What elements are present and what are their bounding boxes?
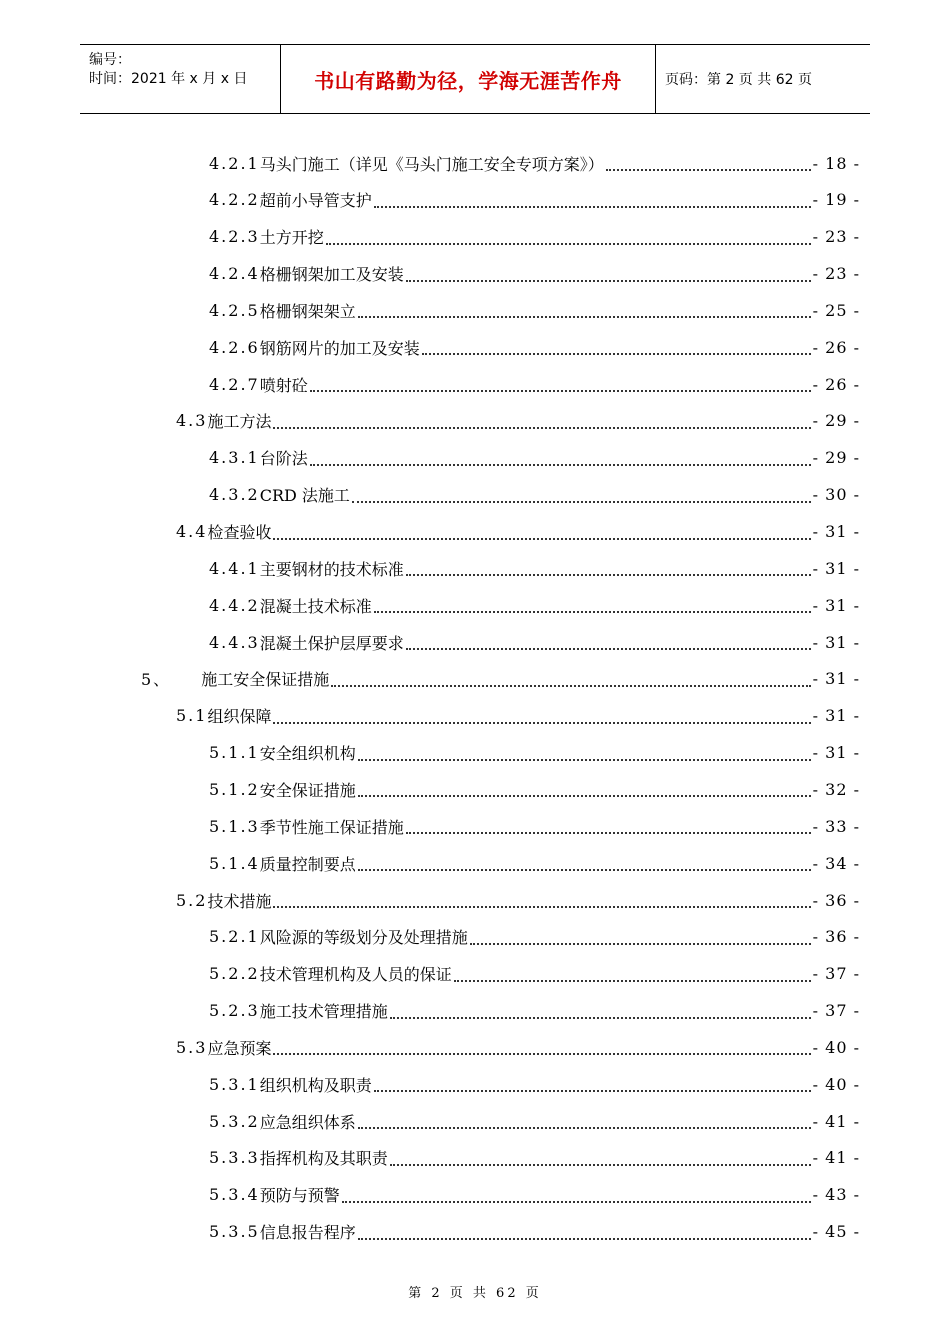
toc-entry-title: CRD 法施工	[259, 486, 350, 506]
header-number-label: 编号：	[89, 52, 131, 68]
toc-dot-leader	[406, 574, 811, 576]
toc-entry-page: - 31 -	[812, 558, 860, 578]
toc-entry-number: 4.2.7	[209, 374, 260, 394]
toc-entry-number: 4.3	[176, 411, 208, 431]
toc-entry-page: - 30 -	[812, 485, 860, 505]
toc-entry-page: - 29 -	[812, 411, 860, 431]
toc-entry[interactable]	[209, 219, 860, 255]
toc-entry[interactable]	[209, 440, 860, 476]
toc-entry-title: 安全组织机构	[259, 744, 356, 764]
toc-dot-leader	[374, 206, 811, 208]
toc-dot-leader	[470, 943, 811, 945]
toc-entry-page: - 31 -	[812, 522, 860, 541]
toc-entry-page: - 18 -	[812, 153, 860, 173]
toc-entry-page: - 37 -	[812, 964, 860, 984]
toc-dot-leader	[331, 685, 810, 687]
toc-entry-title: 施工技术管理措施	[259, 1002, 388, 1022]
toc-entry[interactable]	[209, 550, 860, 586]
toc-entry-title: 格栅钢架架立	[259, 301, 356, 321]
toc-entry-number: 5.3.5	[209, 1222, 260, 1242]
toc-entry-page: - 31 -	[812, 669, 860, 689]
toc-entry[interactable]	[209, 993, 860, 1029]
toc-entry-title: 施工安全保证措施	[201, 670, 330, 690]
toc-entry-number: 4.2.1	[209, 153, 260, 173]
toc-entry-title: 安全保证措施	[259, 780, 356, 800]
toc-entry-title: 风险源的等级划分及处理措施	[259, 928, 468, 948]
header-page-info: 页码：第 2 页 共 62 页	[665, 72, 812, 88]
toc-entry-page: - 31 -	[812, 595, 860, 615]
toc-entry-title: 格栅钢架加工及安装	[259, 265, 404, 285]
toc-entry-number: 5.3	[176, 1037, 208, 1057]
toc-dot-leader	[374, 611, 811, 613]
toc-entry-number: 5.2.2	[209, 964, 260, 984]
toc-dot-leader	[273, 427, 810, 429]
toc-entry[interactable]	[209, 477, 860, 513]
toc-entry-number: 5.1.1	[209, 743, 260, 763]
toc-entry[interactable]	[209, 292, 860, 328]
toc-entry-number: 5.3.1	[209, 1074, 260, 1094]
toc-dot-leader	[310, 390, 811, 392]
toc-entry-page: - 32 -	[812, 779, 860, 799]
toc-entry-number: 5、	[141, 670, 172, 690]
toc-entry[interactable]	[209, 771, 860, 807]
toc-entry-title: 马头门施工（详见《马头门施工安全专项方案》）	[259, 154, 604, 174]
toc-entry-page: - 34 -	[812, 853, 860, 873]
toc-entry[interactable]	[209, 735, 860, 771]
toc-entry-page: - 31 -	[812, 706, 860, 726]
toc-dot-leader	[406, 832, 811, 834]
toc-entry-number: 4.2.3	[209, 227, 260, 247]
toc-entry[interactable]	[209, 1177, 860, 1213]
header-time-label: 时间：2021 年 x 月 x 日	[89, 71, 248, 87]
toc-entry-number: 4.2.2	[209, 190, 260, 210]
toc-entry-number: 4.3.1	[209, 448, 260, 468]
toc-entry-number: 4.4	[176, 522, 208, 541]
toc-entry-title: 喷射砼	[259, 375, 308, 395]
toc-dot-leader	[358, 869, 811, 871]
toc-entry-page: - 31 -	[812, 743, 860, 763]
toc-entry-page: - 19 -	[812, 190, 860, 210]
toc-entry-title: 技术管理机构及人员的保证	[259, 965, 452, 985]
toc-dot-leader	[326, 243, 811, 245]
toc-entry-page: - 26 -	[812, 374, 860, 394]
toc-entry[interactable]	[209, 329, 860, 365]
toc-entry-title: 应急组织体系	[259, 1112, 356, 1132]
header-meta	[80, 45, 281, 113]
toc-dot-leader	[358, 795, 811, 797]
toc-entry-page: - 26 -	[812, 337, 860, 357]
toc-entry[interactable]	[176, 882, 860, 918]
toc-entry-page: - 36 -	[812, 890, 860, 910]
toc-entry[interactable]	[209, 182, 860, 218]
toc-dot-leader	[358, 1238, 811, 1240]
toc-entry-title: 混凝土保护层厚要求	[259, 633, 404, 653]
toc-entry-page: - 43 -	[812, 1185, 860, 1205]
toc-entry[interactable]	[209, 256, 860, 292]
toc-entry-number: 4.4.3	[209, 632, 260, 652]
toc-entry-page: - 25 -	[812, 300, 860, 320]
toc-entry-page: - 23 -	[812, 264, 860, 284]
toc-entry[interactable]	[209, 1140, 860, 1176]
toc-dot-leader	[273, 538, 810, 540]
toc-entry-page: - 36 -	[812, 927, 860, 947]
toc-entry-page: - 40 -	[812, 1074, 860, 1094]
toc-entry-number: 4.2.6	[209, 337, 260, 357]
toc-entry[interactable]	[209, 808, 860, 844]
toc-dot-leader	[358, 759, 811, 761]
toc-entry-number: 5.3.4	[209, 1185, 260, 1205]
toc-entry-number: 5.1.4	[209, 853, 260, 873]
toc-entry[interactable]	[209, 919, 860, 955]
toc-dot-leader	[310, 464, 811, 466]
toc-entry-title: 施工方法	[207, 412, 272, 432]
toc-entry-title: 季节性施工保证措施	[259, 817, 404, 837]
toc-entry-number: 5.2	[176, 890, 208, 910]
toc-entry[interactable]	[209, 145, 860, 181]
toc-dot-leader	[273, 1053, 810, 1055]
toc-entry-page: - 23 -	[812, 227, 860, 247]
toc-entry-title: 预防与预警	[259, 1186, 340, 1206]
toc-dot-leader	[358, 316, 811, 318]
toc-entry-page: - 45 -	[812, 1222, 860, 1242]
toc-dot-leader	[358, 1127, 811, 1129]
toc-dot-leader	[374, 1090, 811, 1092]
toc-entry[interactable]	[176, 1029, 860, 1065]
toc-entry-title: 检查验收	[207, 523, 272, 542]
toc-entry[interactable]	[176, 698, 860, 734]
toc-dot-leader	[406, 648, 811, 650]
toc-dot-leader	[352, 501, 811, 503]
toc-entry-number: 5.2.1	[209, 927, 260, 947]
toc-dot-leader	[406, 280, 811, 282]
toc-entry-title: 质量控制要点	[259, 854, 356, 874]
toc-dot-leader	[342, 1201, 811, 1203]
toc-entry[interactable]	[141, 661, 860, 697]
toc-entry-title: 组织保障	[207, 707, 272, 727]
toc-entry-title: 超前小导管支护	[259, 191, 372, 211]
toc-entry-number: 5.1.3	[209, 816, 260, 836]
toc-entry-title: 技术措施	[207, 891, 272, 911]
toc-entry[interactable]	[209, 366, 860, 402]
toc-entry-title: 主要钢材的技术标准	[259, 559, 404, 579]
toc-entry-title: 组织机构及职责	[259, 1075, 372, 1095]
toc-entry-page: - 41 -	[812, 1111, 860, 1131]
toc-entry[interactable]	[209, 1066, 860, 1102]
toc-entry[interactable]	[209, 1214, 860, 1250]
toc-entry[interactable]	[209, 845, 860, 881]
toc-entry[interactable]	[209, 956, 860, 992]
toc-entry-number: 4.2.4	[209, 264, 260, 284]
toc-entry-title: 应急预案	[207, 1038, 272, 1058]
toc-entry-page: - 31 -	[812, 632, 860, 652]
header-motto: 书山有路勤为径，学海无涯苦作舟	[281, 45, 656, 113]
toc-dot-leader	[454, 980, 811, 982]
toc-entry-number: 5.3.3	[209, 1148, 260, 1168]
toc-entry-number: 5.1.2	[209, 779, 260, 799]
toc-dot-leader	[273, 722, 810, 724]
toc-entry-page: - 40 -	[812, 1037, 860, 1057]
toc-entry-title: 台阶法	[259, 449, 308, 469]
toc-entry[interactable]	[176, 514, 860, 550]
toc-entry-page: - 41 -	[812, 1148, 860, 1168]
toc-entry-number: 5.1	[176, 706, 208, 726]
toc-dot-leader	[390, 1017, 811, 1019]
toc-entry-number: 5.3.2	[209, 1111, 260, 1131]
toc-entry-page: - 33 -	[812, 816, 860, 836]
toc-entry-title: 钢筋网片的加工及安装	[259, 338, 420, 358]
toc-entry[interactable]	[209, 1103, 860, 1139]
toc-entry-page: - 37 -	[812, 1001, 860, 1021]
toc-entry-title: 土方开挖	[259, 228, 324, 248]
toc-entry-number: 4.4.2	[209, 595, 260, 615]
toc-entry[interactable]	[209, 587, 860, 623]
toc-entry-title: 混凝土技术标准	[259, 596, 372, 616]
toc-entry-number: 4.3.2	[209, 485, 260, 505]
toc-dot-leader	[273, 906, 810, 908]
toc-entry-title: 信息报告程序	[259, 1223, 356, 1243]
toc-entry-number: 5.2.3	[209, 1001, 260, 1021]
toc-entry-number: 4.4.1	[209, 558, 260, 578]
toc-entry-page: - 29 -	[812, 448, 860, 468]
toc-dot-leader	[390, 1164, 811, 1166]
page-footer: 第 2 页 共 62 页	[408, 1286, 542, 1301]
toc-entry[interactable]	[176, 403, 860, 439]
toc-entry-title: 指挥机构及其职责	[259, 1149, 388, 1169]
page-header	[80, 44, 870, 114]
toc-dot-leader	[422, 353, 811, 355]
toc-entry-number: 4.2.5	[209, 300, 260, 320]
toc-dot-leader	[606, 169, 811, 171]
toc-entry[interactable]	[209, 624, 860, 660]
